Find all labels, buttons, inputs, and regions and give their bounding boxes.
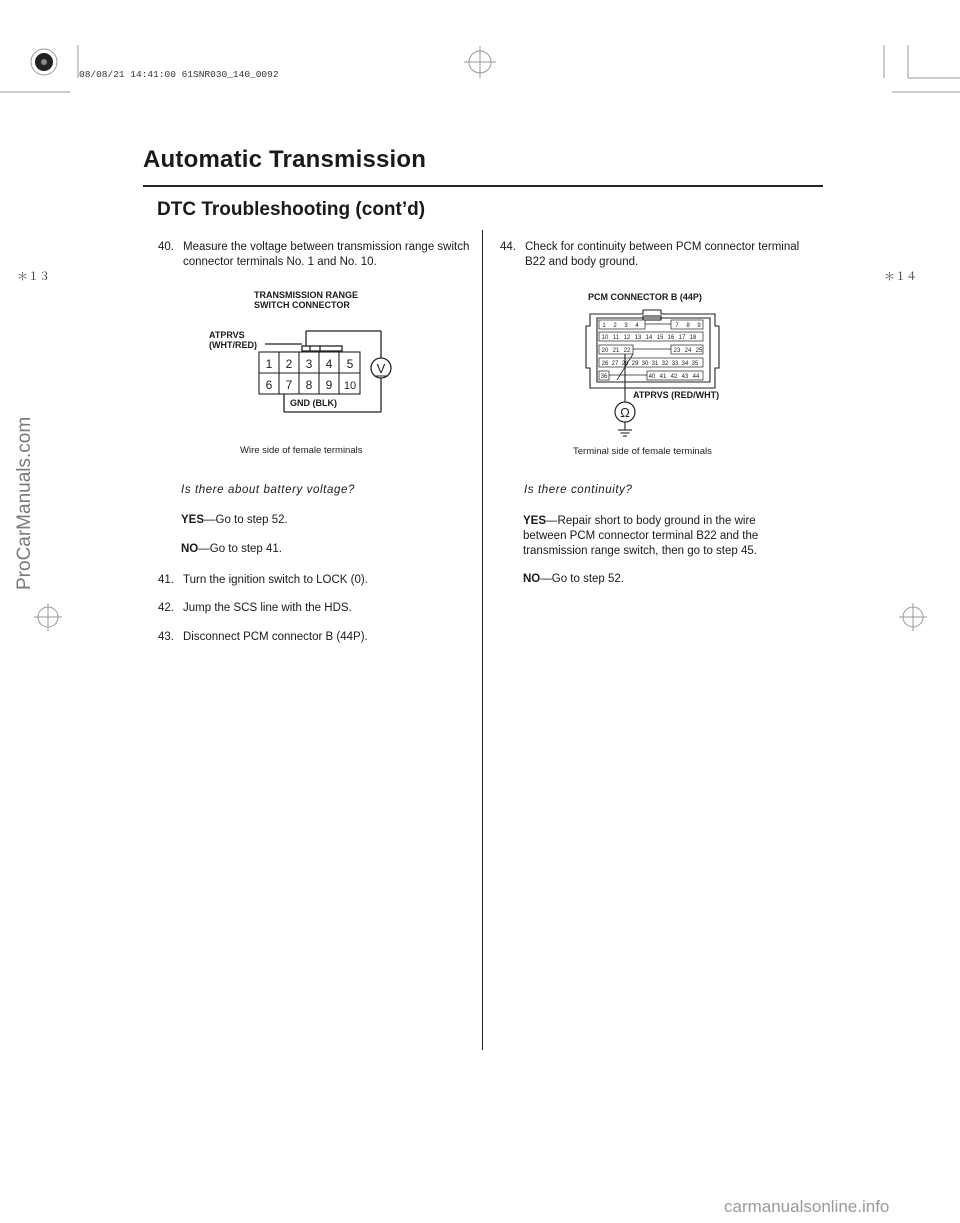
svg-text:13: 13	[634, 335, 642, 341]
page-mark-right: ＊１４	[884, 271, 917, 283]
gnd-wire-label: GND (BLK)	[290, 398, 337, 408]
svg-text:3: 3	[624, 323, 628, 329]
svg-text:35: 35	[691, 361, 699, 367]
trs-pin-5: 5	[346, 357, 354, 371]
svg-text:2: 2	[613, 323, 617, 329]
pcm-connector-diagram	[585, 306, 745, 442]
svg-text:8: 8	[686, 323, 690, 329]
pcm-terminal-grid	[599, 320, 703, 380]
svg-text:32: 32	[661, 361, 669, 367]
svg-text:31: 31	[651, 361, 659, 367]
svg-text:44: 44	[692, 374, 700, 380]
svg-text:22: 22	[623, 348, 631, 354]
svg-text:27: 27	[611, 361, 619, 367]
section-title: DTC Troubleshooting (cont’d)	[157, 199, 426, 220]
answer-no-text: Go to step 52.	[551, 573, 624, 585]
ohmmeter-icon	[615, 402, 635, 422]
trs-pin-3: 3	[305, 357, 313, 371]
svg-text:29: 29	[631, 361, 639, 367]
trs-pin-9: 9	[325, 378, 333, 392]
voltmeter-icon	[371, 358, 391, 378]
svg-text:33: 33	[671, 361, 679, 367]
svg-text:16: 16	[667, 335, 675, 341]
trs-pin-2: 2	[285, 357, 293, 371]
step-42: 42. Jump the SCS line with the HDS.	[158, 602, 352, 614]
step-40	[158, 240, 470, 270]
svg-text:17: 17	[678, 335, 686, 341]
svg-text:4: 4	[635, 323, 639, 329]
question-continuity: Is there continuity?	[524, 484, 633, 496]
column-divider	[482, 230, 483, 1050]
trs-connector-title: TRANSMISSION RANGE SWITCH CONNECTOR	[254, 290, 359, 310]
print-stamp: 08/08/21 14:41:00 61SNR030_140_0092	[79, 69, 279, 80]
svg-text:14: 14	[645, 335, 653, 341]
svg-text:26: 26	[601, 361, 609, 367]
svg-text:40: 40	[648, 374, 656, 380]
svg-text:43: 43	[681, 374, 689, 380]
answer-no-label: NO	[181, 543, 199, 555]
answer-no-left: NO—Go to step 41.	[181, 543, 282, 555]
svg-text:15: 15	[656, 335, 664, 341]
answer-yes-text: Go to step 52.	[215, 514, 288, 526]
svg-text:34: 34	[681, 361, 689, 367]
svg-text:30: 30	[641, 361, 649, 367]
answer-no-right: NO—Go to step 52.	[523, 573, 624, 585]
svg-text:21: 21	[612, 348, 620, 354]
svg-text:11: 11	[612, 335, 620, 341]
svg-text:Ω: Ω	[620, 405, 630, 420]
answer-yes-label: YES	[181, 514, 205, 526]
svg-text:1: 1	[602, 323, 606, 329]
answer-yes-right: YES—Repair short to body ground in the wire between PCM connector terminal B22 and the transmission range switch, then go to step 45.	[523, 515, 759, 557]
svg-text:20: 20	[601, 348, 609, 354]
watermark-side: ProCarManuals.com	[14, 416, 35, 590]
svg-text:23: 23	[673, 348, 681, 354]
svg-text:9: 9	[697, 323, 701, 329]
svg-text:V: V	[376, 361, 386, 376]
trs-pin-10: 10	[343, 380, 357, 392]
registration-target-icon	[31, 49, 57, 75]
svg-text:42: 42	[670, 374, 678, 380]
question-voltage: Is there about battery voltage?	[181, 484, 355, 496]
svg-text:24: 24	[684, 348, 692, 354]
step-43: 43. Disconnect PCM connector B (44P).	[158, 631, 368, 643]
step-44: 44. Check for continuity between PCM connector terminal B22 and body ground.	[500, 241, 800, 268]
svg-text:41: 41	[659, 374, 667, 380]
watermark-bottom: carmanualsonline.info	[724, 1197, 890, 1216]
step-41: 41. Turn the ignition switch to LOCK (0).	[158, 574, 368, 586]
answer-yes-label: YES	[523, 515, 547, 527]
atprvs-wire-label: ATPRVS (WHT/RED)	[209, 330, 257, 350]
title-rule	[143, 185, 823, 187]
trs-pin-8: 8	[305, 378, 313, 392]
trs-diagram-caption: Wire side of female terminals	[240, 445, 363, 456]
ground-icon	[618, 422, 632, 436]
svg-text:28: 28	[621, 361, 629, 367]
answer-yes-text: Repair short to body ground in the wire between PCM connector terminal B22 and the transmission range switch, then go to step 45.	[523, 515, 759, 557]
page-title: Automatic Transmission	[143, 146, 427, 173]
trs-connector-diagram	[240, 326, 410, 416]
pcm-diagram-caption: Terminal side of female terminals	[573, 446, 712, 457]
answer-no-text: Go to step 41.	[209, 543, 282, 555]
svg-text:36: 36	[600, 374, 608, 380]
page-mark-left: ＊１３	[17, 271, 50, 283]
answer-yes-left: YES—Go to step 52.	[181, 514, 288, 526]
svg-text:10: 10	[601, 335, 609, 341]
answer-no-label: NO	[523, 573, 541, 585]
pcm-connector-title: PCM CONNECTOR B (44P)	[588, 292, 702, 302]
svg-text:18: 18	[689, 335, 697, 341]
trs-pin-6: 6	[265, 378, 273, 392]
atprvs-pcm-wire-label: ATPRVS (RED/WHT)	[633, 390, 720, 400]
trs-pin-7: 7	[285, 378, 293, 392]
trs-pin-4: 4	[325, 357, 333, 371]
svg-text:25: 25	[695, 348, 703, 354]
svg-text:7: 7	[675, 323, 679, 329]
step-40-text: Measure the voltage between transmission range switch connector terminals No. 1 and No. 10.	[183, 241, 470, 268]
trs-pin-1: 1	[265, 357, 273, 371]
svg-text:12: 12	[623, 335, 631, 341]
step-40-number: 40.	[158, 241, 174, 253]
